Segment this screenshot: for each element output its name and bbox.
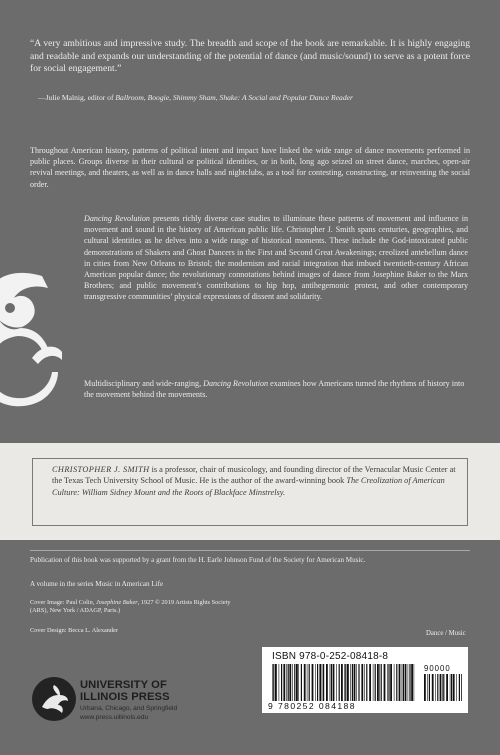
subject-category: Dance / Music bbox=[426, 630, 466, 637]
attribution-prefix: —Julie Malnig, editor of bbox=[38, 93, 116, 102]
book-title-inline-2: Dancing Revolution bbox=[203, 379, 269, 388]
price-code: 90000 bbox=[424, 664, 451, 673]
isbn-number: ISBN 978-0-252-08418-8 bbox=[272, 651, 389, 662]
paragraph-3-prefix: Multidisciplinary and wide-ranging, bbox=[84, 379, 204, 388]
barcode-icon bbox=[272, 664, 416, 701]
price-barcode-icon bbox=[424, 674, 462, 701]
author-bio bbox=[52, 464, 462, 498]
publication-support-note: Publication of this book was supported by a grant from the H. Earle Johnson Fund of the Society for American Music. bbox=[30, 556, 366, 564]
quote-attribution bbox=[38, 93, 478, 103]
description-paragraph-1: Throughout American history, patterns of political intent and impact have linked the wide range of dance movements performed in public places. Groups diverse in their cultural or political identities, or in both, long ago seized on street dance, marches, open-air revival meetings, and theaters, as well as in dance halls and nightclubs, as a tool for contesting, constructing, or reinventing the social order. bbox=[30, 146, 470, 189]
attribution-book-title: Ballroom, Boogie, Shimmy Sham, Shake: A Social and Popular Dance Reader bbox=[115, 93, 353, 102]
author-name: CHRISTOPHER J. SMITH bbox=[52, 465, 150, 474]
description-paragraph-3 bbox=[84, 378, 468, 400]
cover-image-credit bbox=[30, 599, 235, 616]
divider bbox=[30, 550, 470, 551]
publisher-cities: Urbana, Chicago, and Springfield bbox=[80, 704, 178, 712]
ampersand-icon bbox=[0, 268, 62, 418]
press-logo-mark bbox=[32, 677, 76, 721]
description-paragraph-2 bbox=[84, 213, 468, 303]
paragraph-2-text: presents richly diverse case studies to illuminate these patterns of movement and influence in movement and sound in the history of American public life. Christopher J. Smith spans centuries, geographies, and cultural identities as he delves into a wide range of historical moments. These include the God-intoxicated public demonstrations of Shakers and Ghost Dancers in the First and Second Great Awakenings; creolized antebellum dance in cities from New Orleans to Bristol; the modernism and racial integration that imbued twentieth-century African American popular dance; the revolutionary connotations behind images of dance from Josephine Baker to the Marx Brothers; and public movement’s contributions to hip hop, antihegemonic protest, and other contemporary transgressive communities’ physical expressions of dissent and solidarity. bbox=[84, 214, 468, 302]
endorsement-quote: “A very ambitious and impressive study. The breadth and scope of the book are remarkable. It is highly engaging and readable and expands our understanding of the potential of dance (and music/sound) to serve as a potent force for social engagement.” bbox=[30, 38, 470, 75]
cover-image-title: Josephine Baker bbox=[95, 599, 138, 606]
publisher-block bbox=[80, 680, 177, 722]
ampersand-ornament bbox=[0, 268, 62, 418]
cover-image-prefix: Cover Image: Paul Colin, bbox=[30, 599, 96, 606]
cover-image-suffix: , 1927 © 2019 Artists Rights Society (ARS), New York / ADAGP, Paris.) bbox=[30, 599, 231, 615]
isbn-barcode-box bbox=[262, 647, 468, 713]
press-logo-icon bbox=[32, 677, 76, 721]
cover-design-credit: Cover Design: Becca L. Alexander bbox=[30, 627, 118, 634]
author-previous-book: The Creolization of American Culture: William Sidney Mount and the Roots of Blackface Minstrelsy. bbox=[52, 476, 445, 497]
publisher-name-line-2: ILLINOIS PRESS bbox=[80, 690, 170, 703]
book-title-inline: Dancing Revolution bbox=[84, 214, 150, 223]
paragraph-3-suffix: examines how Americans turned the rhythms of history into the movement behind the movements. bbox=[84, 379, 465, 400]
publisher-name-line-1: UNIVERSITY OF bbox=[80, 679, 167, 691]
series-note: A volume in the series Music in American Life bbox=[30, 580, 164, 588]
publisher-url: www.press.uillinois.edu bbox=[80, 713, 149, 721]
barcode-digits: 9 780252 084188 bbox=[268, 701, 356, 711]
author-bio-text: is a professor, chair of musicology, and founding director of the Vernacular Music Center at the Texas Tech University School of Music. He is the author of the award-winning book bbox=[52, 465, 456, 486]
